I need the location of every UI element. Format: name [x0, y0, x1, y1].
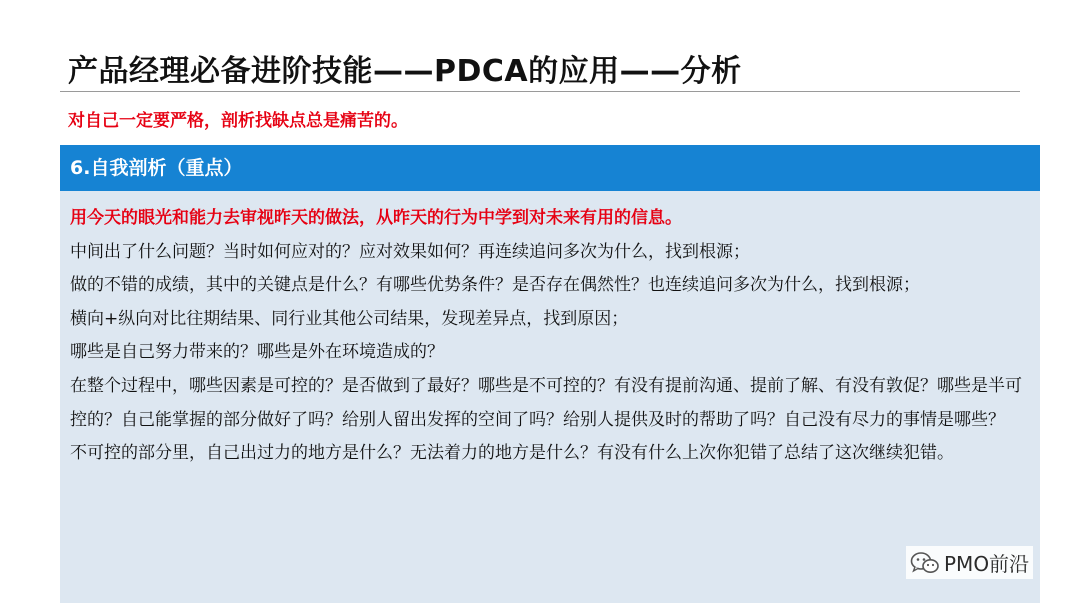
paragraph-3: 横向+纵向对比往期结果、同行业其他公司结果，发现差异点，找到原因； — [70, 308, 629, 329]
paragraph-1: 中间出了什么问题？当时如何应对的？应对效果如何？再连续追问多次为什么，找到根源； — [70, 241, 750, 262]
paragraph-6: 不可控的部分里，自己出过力的地方是什么？无法着力的地方是什么？有没有什么上次你犯错了总结了这次继续犯错。 — [70, 443, 954, 464]
title-divider — [60, 91, 1020, 92]
paragraph-5: 在整个过程中，哪些因素是可控的？是否做到了最好？哪些是不可控的？有没有提前沟通、提前了解、有没有敦促？哪些是半可控的？自己能掌握的部分做好了吗？给别人留出发挥的空间了吗？给别人提供及时的帮助了吗？自己没有尽力的事情是哪些？ — [70, 375, 1022, 430]
brand-watermark — [906, 546, 1033, 579]
section-heading: 6.自我剖析（重点） — [60, 145, 1040, 191]
brand-name: PMO前沿 — [944, 552, 1030, 576]
section-body — [60, 191, 1040, 471]
page-title: 产品经理必备进阶技能——PDCA的应用——分析 — [68, 54, 742, 89]
paragraph-2: 做的不错的成绩，其中的关键点是什么？有哪些优势条件？是否存在偶然性？也连续追问多次为什么，找到根源； — [70, 275, 920, 296]
self-analysis-section — [60, 145, 1040, 603]
subtitle: 对自己一定要严格，剖析找缺点总是痛苦的。 — [68, 111, 408, 131]
wechat-icon — [910, 551, 940, 575]
highlight-text: 用今天的眼光和能力去审视昨天的做法，从昨天的行为中学到对未来有用的信息。 — [70, 208, 682, 228]
paragraph-4: 哪些是自己努力带来的？哪些是外在环境造成的？ — [70, 342, 444, 363]
